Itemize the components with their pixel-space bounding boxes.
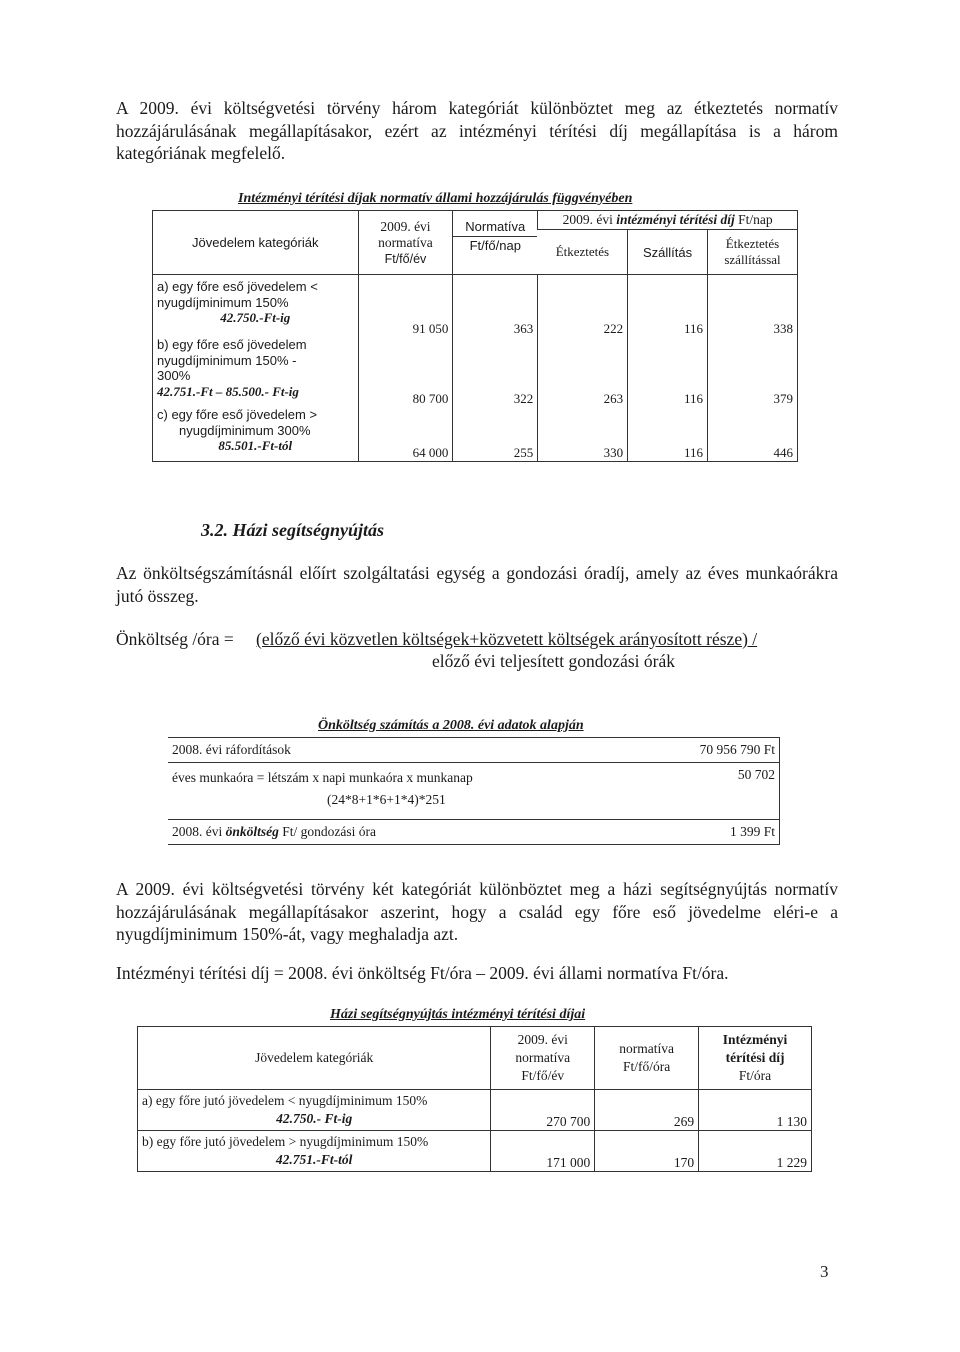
unit-cost-value: 1 399 Ft: [638, 820, 780, 845]
formula-numerator: (előző évi közvetlen költségek+közvetett költségek arányosított része) /: [256, 629, 758, 649]
table1-header-fee: [538, 211, 798, 230]
table3-header-row: [138, 1027, 812, 1090]
cell-transport: 116: [628, 275, 708, 338]
table3-header-norm-year: [491, 1027, 595, 1090]
cell-norm-hour: 170: [595, 1131, 699, 1172]
row-category: [153, 407, 359, 462]
table-row: [153, 337, 798, 407]
header-fee-bold: intézményi térítési díj: [616, 212, 735, 227]
cell-meal: 263: [538, 337, 628, 407]
table3-header-fee: [699, 1027, 812, 1090]
category-line: nyugdíjminimum 150% -: [157, 352, 297, 368]
header-line: Ft/fő/óra: [623, 1059, 671, 1074]
cell-fee: 1 130: [699, 1090, 812, 1131]
cell-fee: 1 229: [699, 1131, 812, 1172]
fee-formula-paragraph: Intézményi térítési díj = 2008. évi önköltség Ft/óra – 2009. évi állami normatíva Ft/óra.: [116, 963, 729, 983]
category-amount: 85.501.-Ft-tól: [218, 438, 293, 453]
row-category: [153, 275, 359, 338]
definition-paragraph: Az önköltségszámításnál előírt szolgáltatási egység a gondozási óradíj, amely az éves munkaórákra jutó összeg.: [116, 563, 838, 606]
table-row: [168, 820, 780, 845]
category-line: nyugdíjminimum 150%: [157, 294, 289, 310]
table1-header-norm-day: [453, 211, 538, 275]
table-row: [168, 738, 780, 763]
category-amount: 42.751.-Ft – 85.500.- Ft-ig: [157, 383, 299, 399]
table1-header-category: Jövedelem kategóriák: [153, 211, 359, 275]
row-category: [153, 337, 359, 407]
table1-header-transport: Szállítás: [628, 230, 708, 275]
header-line: Intézményi: [722, 1032, 788, 1047]
category-line: a) egy főre eső jövedelem <: [157, 279, 318, 294]
header-line: szállítással: [724, 252, 781, 267]
cell-transport: 116: [628, 407, 708, 462]
cell-norm-hour: 269: [595, 1090, 699, 1131]
hours-label-cell: [168, 763, 638, 820]
header-line: Ft/óra: [738, 1068, 772, 1083]
hours-value: 50 702: [638, 763, 780, 820]
cell-norm-year: 270 700: [491, 1090, 595, 1131]
cell-meal-transport: 338: [708, 275, 798, 338]
header-line: 2009. évi: [517, 1032, 568, 1047]
category-line: 300%: [157, 368, 191, 383]
cell-norm-day: 322: [453, 337, 538, 407]
table1-header-norm-year: [358, 211, 453, 275]
cost-label: 2008. évi ráfordítások: [168, 738, 638, 763]
table1-header-meal-transport: [708, 230, 798, 275]
cell-meal-transport: 379: [708, 337, 798, 407]
header-fee-unit: Ft/nap: [738, 212, 773, 227]
page-number: 3: [820, 1262, 829, 1281]
cell-norm-day: 363: [453, 275, 538, 338]
intro-paragraph: A 2009. évi költségvetési törvény három kategóriát különböztet meg az étkeztetés normatív hozzájárulásának megállapításakor, ezért az intézményi térítési díj megállapítása is a három kategóriának megfelelő.: [116, 98, 838, 163]
header-line: Ft/fő/év: [521, 1068, 565, 1083]
table1-header-row: [153, 211, 798, 230]
cell-meal: 330: [538, 407, 628, 462]
table-row: [138, 1131, 812, 1172]
table2-caption: Önköltség számítás a 2008. évi adatok alapján: [318, 718, 584, 733]
cell-norm-year: 80 700: [358, 337, 453, 407]
category-line: b) egy főre eső jövedelem: [157, 337, 307, 352]
table3-header-norm-hour: [595, 1027, 699, 1090]
header-line: normatíva: [378, 234, 433, 250]
row-category: [138, 1090, 491, 1131]
table-row: [138, 1090, 812, 1131]
unit-cost-bold: önköltség: [225, 824, 279, 839]
header-line: Ft/fő/év: [384, 251, 427, 266]
row-category: [138, 1131, 491, 1172]
home-care-fee-table: [137, 1026, 812, 1172]
category-amount: 42.750.-Ft-ig: [220, 310, 291, 325]
cost-calc-table: [168, 737, 780, 845]
table1-caption: Intézményi térítési díjak normatív állami hozzájárulás függvényében: [238, 191, 633, 206]
hours-label: éves munkaóra = létszám x napi munkaóra x munkanap: [172, 770, 473, 785]
table1-header-meal: Étkeztetés: [538, 230, 628, 275]
table-row: [168, 763, 780, 820]
header-line: normatíva: [619, 1041, 675, 1056]
table-row: [153, 275, 798, 338]
category-line: a) egy főre jutó jövedelem < nyugdíjminimum 150%: [142, 1093, 428, 1108]
table3-header-category: Jövedelem kategóriák: [138, 1027, 491, 1090]
cell-meal-transport: 446: [708, 407, 798, 462]
cell-norm-year: 171 000: [491, 1131, 595, 1172]
table3-caption: Házi segítségnyújtás intézményi térítési díjai: [330, 1007, 586, 1022]
category-line: nyugdíjminimum 300%: [179, 422, 311, 438]
unit-cost-rest: Ft/ gondozási óra: [282, 824, 377, 839]
cell-norm-year: 64 000: [358, 407, 453, 462]
cell-norm-day: 255: [453, 407, 538, 462]
header-line: térítési díj: [725, 1050, 785, 1065]
formula-denominator: előző évi teljesített gondozási órák: [432, 651, 675, 671]
header-line: Ft/fő/nap: [469, 237, 521, 253]
section-title: 3.2. Házi segítségnyújtás: [201, 520, 385, 540]
unit-cost-prefix: 2008. évi: [172, 824, 223, 839]
table-row: [153, 407, 798, 462]
header-line: Étkeztetés: [725, 236, 780, 251]
header-line: Normatíva: [453, 218, 537, 237]
unit-cost-label: [168, 820, 638, 845]
category-amount: 42.750.- Ft-ig: [276, 1111, 353, 1126]
fee-table-meals: [152, 210, 798, 462]
cell-norm-year: 91 050: [358, 275, 453, 338]
cell-transport: 116: [628, 337, 708, 407]
categories-paragraph: A 2009. évi költségvetési törvény két kategóriát különböztet meg a házi segítségnyújtás normatív hozzájárulásának megállapításakor aszerint, hogy a család egy főre eső jövedelme eléri-e a nyugdíjminimum 150%-át, vagy meghaladja azt.: [116, 879, 838, 944]
category-line: b) egy főre jutó jövedelem > nyugdíjminimum 150%: [142, 1134, 429, 1149]
cost-value: 70 956 790 Ft: [638, 738, 780, 763]
header-line: 2009. évi: [380, 218, 431, 234]
hours-formula: (24*8+1*6+1*4)*251: [327, 792, 446, 807]
header-line: normatíva: [515, 1050, 571, 1065]
category-amount: 42.751.-Ft-tól: [275, 1152, 353, 1167]
category-line: c) egy főre eső jövedelem >: [157, 407, 318, 422]
cell-meal: 222: [538, 275, 628, 338]
formula-lhs: Önköltség /óra =: [116, 629, 234, 649]
header-fee-prefix: 2009. évi: [562, 212, 613, 227]
